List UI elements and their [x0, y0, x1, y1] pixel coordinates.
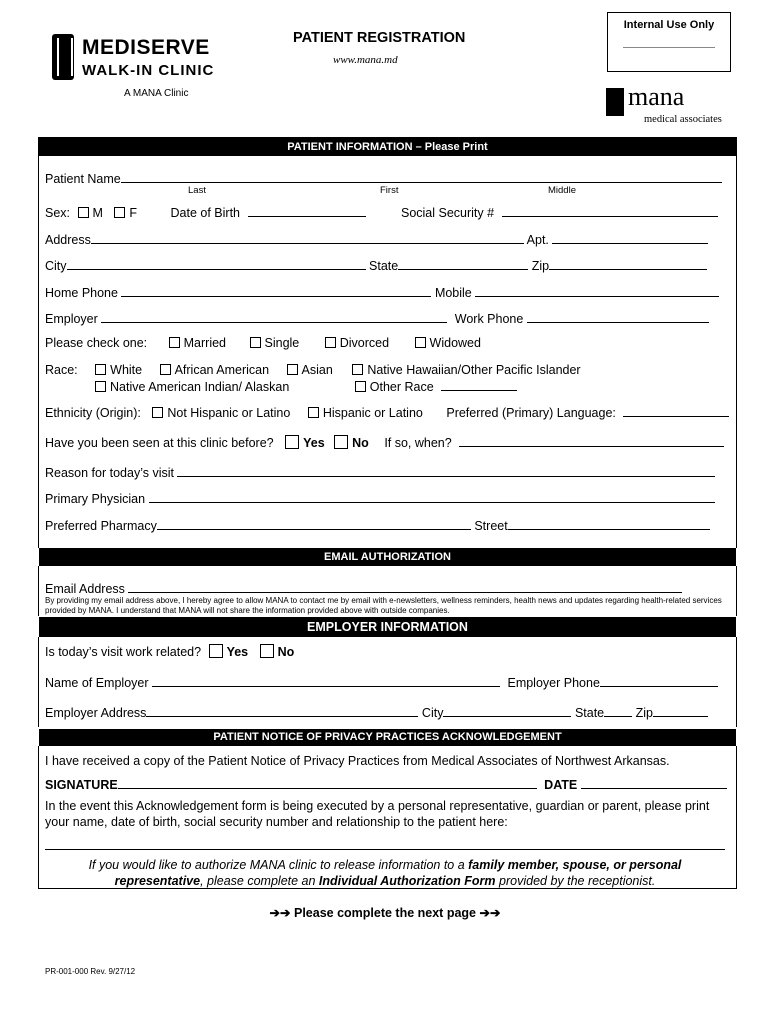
single-label: Single [264, 336, 300, 350]
work-yes-checkbox[interactable] [209, 644, 223, 658]
employer-city-label: City [421, 706, 444, 720]
middle-label: Middle [548, 185, 576, 196]
mana-name: mana [628, 82, 685, 111]
ethnicity-row [45, 404, 725, 420]
city-field[interactable] [67, 257, 366, 270]
last-label: Last [188, 185, 206, 196]
work-related-label: Is today’s visit work related? [45, 645, 202, 659]
employer-zip-field[interactable] [653, 704, 708, 717]
received-row: I have received a copy of the Patient Notice of Privacy Practices from Medical Associates of Northwest Arkansas. [45, 754, 670, 768]
address-field[interactable] [91, 231, 524, 244]
authorize-part-5: provided by the receptionist. [495, 874, 656, 888]
if-so-field[interactable] [459, 434, 724, 447]
zip-field[interactable] [549, 257, 707, 270]
race-label: Race: [45, 363, 78, 377]
employer-city-field[interactable] [443, 704, 571, 717]
employer-name-field[interactable] [152, 674, 500, 687]
first-label: First [380, 185, 399, 196]
patient-name-label: Patient Name [45, 172, 121, 186]
employer-phone-label: Employer Phone [507, 676, 600, 690]
dob-field[interactable] [248, 204, 366, 217]
rep-text: In the event this Acknowledgement form is being executed by a personal representative, guardian or parent, please print your name, date of birth, social security number and relationship to the patient here: [45, 799, 710, 829]
email-bar: EMAIL AUTHORIZATION [39, 548, 736, 566]
seen-no-label: No [352, 436, 369, 450]
logo-tag: A MANA Clinic [124, 88, 189, 99]
email-consent: By providing my email address above, I hereby agree to allow MANA to contact me by email with e-newsletters, wellness reminders, health news and updates regarding health-related services provided by MANA. I understand that MANA will not share the information provided above with outside companies. [45, 596, 722, 615]
sex-dob-row [45, 204, 725, 220]
apt-field[interactable] [552, 231, 708, 244]
asian-checkbox[interactable] [287, 364, 298, 375]
african-american-checkbox[interactable] [160, 364, 171, 375]
mana-logo-mark [606, 88, 624, 116]
pharmacy-label: Preferred Pharmacy [45, 519, 157, 533]
mana-sub: medical associates [644, 114, 722, 125]
white-label: White [110, 363, 143, 377]
seen-yes-label: Yes [303, 436, 325, 450]
marital-row [45, 336, 725, 350]
phone-row [45, 284, 725, 300]
zip-label: Zip [531, 259, 550, 273]
next-page-label: Please complete the next page [293, 906, 476, 920]
next-page-note [0, 905, 770, 920]
african-american-label: African American [174, 363, 270, 377]
asian-label: Asian [301, 363, 333, 377]
native-american-label: Native American Indian/ Alaskan [110, 380, 290, 394]
authorize-text [60, 857, 710, 889]
authorize-part-1: If you would like to authorize MANA clinic to release information to a [88, 858, 469, 872]
signature-field[interactable] [118, 776, 537, 789]
widowed-label: Widowed [429, 336, 481, 350]
seen-before-row [45, 434, 725, 450]
sex-m-checkbox[interactable] [78, 207, 89, 218]
city-label: City [45, 259, 67, 273]
employer-name-row [45, 674, 725, 690]
employer-field[interactable] [101, 310, 447, 323]
physician-label: Primary Physician [45, 492, 146, 506]
language-field[interactable] [623, 404, 729, 417]
reason-row [45, 464, 725, 480]
privacy-bar: PATIENT NOTICE OF PRIVACY PRACTICES ACKNOWLEDGEMENT [39, 729, 736, 746]
date-field[interactable] [581, 776, 727, 789]
not-hispanic-label: Not Hispanic or Latino [167, 406, 291, 420]
address-row [45, 231, 725, 247]
employer-zip-label: Zip [635, 706, 653, 720]
divorced-label: Divorced [339, 336, 390, 350]
married-label: Married [183, 336, 227, 350]
pharmacy-row [45, 517, 725, 533]
check-one-label: Please check one: [45, 336, 148, 350]
reason-label: Reason for today’s visit [45, 466, 174, 480]
ssn-field[interactable] [502, 204, 718, 217]
ssn-label: Social Security # [400, 206, 495, 220]
mana-logo [606, 82, 736, 128]
email-row [45, 580, 725, 596]
reason-field[interactable] [177, 464, 715, 477]
employer-bar: EMPLOYER INFORMATION [39, 617, 736, 637]
signature-label: SIGNATURE [45, 778, 118, 792]
pacific-islander-label: Native Hawaiian/Other Pacific Islander [367, 363, 581, 377]
physician-field[interactable] [149, 490, 715, 503]
authorize-part-4: Individual Authorization Form [318, 874, 496, 888]
work-yes-label: Yes [226, 645, 249, 659]
home-phone-label: Home Phone [45, 286, 118, 300]
employer-state-field[interactable] [604, 704, 632, 717]
employer-state-label: State [574, 706, 605, 720]
patient-name-row [45, 170, 725, 186]
rep-field[interactable] [45, 849, 725, 850]
widowed-checkbox[interactable] [415, 337, 426, 348]
if-so-label: If so, when? [384, 436, 452, 450]
sex-f-label: F [129, 206, 138, 220]
website: www.mana.md [333, 54, 398, 66]
sex-label: Sex: [45, 206, 71, 220]
arrow-right-icon: ➔➔ [269, 906, 291, 920]
employer-address-field[interactable] [146, 704, 418, 717]
logo-sub: WALK-IN CLINIC [82, 62, 215, 79]
other-race-label: Other Race [369, 380, 434, 394]
divorced-checkbox[interactable] [325, 337, 336, 348]
arrow-right-icon: ➔➔ [479, 906, 501, 920]
hispanic-checkbox[interactable] [308, 407, 319, 418]
authorize-part-3: , please complete an [200, 874, 319, 888]
single-checkbox[interactable] [250, 337, 261, 348]
city-row [45, 257, 725, 273]
other-race-field[interactable] [441, 378, 517, 391]
date-label: DATE [544, 778, 578, 792]
mediserve-logo [52, 34, 232, 104]
employer-label: Employer [45, 312, 98, 326]
form-id: PR-001-000 Rev. 9/27/12 [45, 967, 136, 976]
white-checkbox[interactable] [95, 364, 106, 375]
employer-name-label: Name of Employer [45, 676, 149, 690]
physician-row [45, 490, 725, 506]
work-phone-label: Work Phone [454, 312, 524, 326]
state-field[interactable] [398, 257, 528, 270]
employer-row [45, 310, 725, 326]
authorize-part-2: family member, spouse, or personal representative [114, 858, 682, 888]
dob-label: Date of Birth [170, 206, 241, 220]
signature-row [45, 776, 725, 792]
employer-address-label: Employer Address [45, 706, 147, 720]
internal-use-label: Internal Use Only [623, 19, 715, 31]
seen-no-checkbox[interactable] [334, 435, 348, 449]
mobile-field[interactable] [475, 284, 719, 297]
sex-m-label: M [92, 206, 103, 220]
internal-use-line [623, 47, 715, 48]
employer-phone-field[interactable] [600, 674, 718, 687]
other-race-checkbox[interactable] [355, 381, 366, 392]
native-american-checkbox[interactable] [95, 381, 106, 392]
pacific-islander-checkbox[interactable] [352, 364, 363, 375]
married-checkbox[interactable] [169, 337, 180, 348]
apt-label: Apt. [526, 233, 549, 247]
ethnicity-label: Ethnicity (Origin): [45, 406, 141, 420]
work-related-row [45, 644, 725, 659]
street-label: Street [474, 519, 508, 533]
home-phone-field[interactable] [121, 284, 431, 297]
language-label: Preferred (Primary) Language: [446, 406, 616, 420]
mobile-label: Mobile [434, 286, 472, 300]
form-title: PATIENT REGISTRATION [293, 30, 466, 46]
race-row-1 [45, 363, 725, 377]
logo-name: MEDISERVE [82, 36, 210, 59]
internal-use-box [607, 12, 731, 72]
work-no-checkbox[interactable] [260, 644, 274, 658]
not-hispanic-checkbox[interactable] [152, 407, 163, 418]
address-label: Address [45, 233, 91, 247]
race-row-2 [95, 378, 725, 394]
work-no-label: No [277, 645, 295, 659]
email-label: Email Address [45, 582, 125, 596]
patient-info-bar: PATIENT INFORMATION – Please Print [39, 138, 736, 156]
work-phone-field[interactable] [527, 310, 709, 323]
pharmacy-field[interactable] [157, 517, 471, 530]
mediserve-logo-mark-lines [57, 38, 73, 76]
state-label: State [369, 259, 399, 273]
email-field[interactable] [128, 580, 682, 593]
seen-before-label: Have you been seen at this clinic before? [45, 436, 274, 450]
sex-f-checkbox[interactable] [114, 207, 125, 218]
patient-name-field[interactable] [121, 170, 722, 183]
street-field[interactable] [508, 517, 710, 530]
employer-address-row [45, 704, 725, 720]
hispanic-label: Hispanic or Latino [322, 406, 423, 420]
seen-yes-checkbox[interactable] [285, 435, 299, 449]
